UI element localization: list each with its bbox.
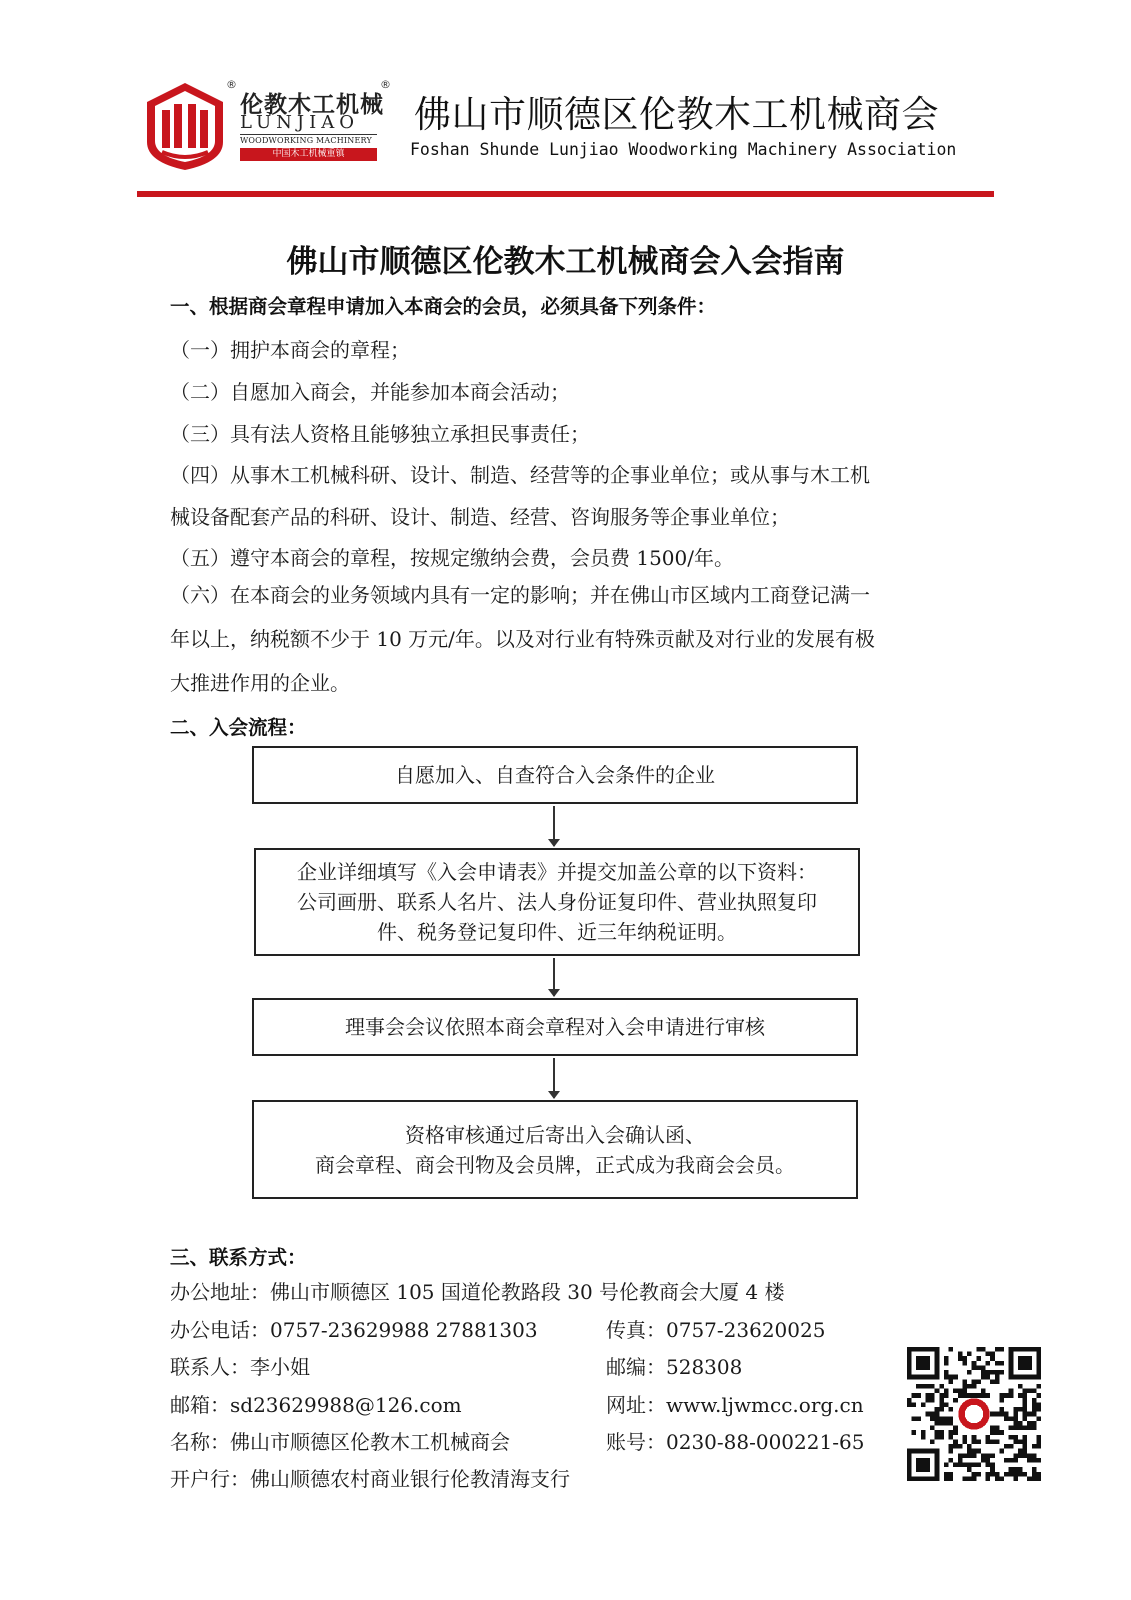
condition-line: （二）自愿加入商会，并能参加本商会活动；: [170, 380, 570, 404]
office-address: 办公地址：佛山市顺德区 105 国道伦教路段 30 号伦教商会大厦 4 楼: [170, 1280, 785, 1304]
office-phone: 办公电话：0757-23629988 27881303: [170, 1318, 538, 1342]
flow-arrow-icon: [553, 958, 555, 996]
email-address: 邮箱：sd23629988@126.com: [170, 1393, 462, 1417]
section-2-heading: 二、入会流程：: [170, 716, 307, 739]
condition-line: 械设备配套产品的科研、设计、制造、经营、咨询服务等企事业单位；: [170, 505, 790, 529]
flow-arrow-icon: [553, 1058, 555, 1098]
qr-code-icon: [907, 1347, 1041, 1481]
flow-step-2: [254, 848, 860, 956]
flow-step-4: [252, 1100, 858, 1199]
flow-step-text: 自愿加入、自查符合入会条件的企业: [395, 763, 715, 787]
condition-line: （三）具有法人资格且能够独立承担民事责任；: [170, 422, 590, 446]
section-3-heading: 三、联系方式：: [170, 1246, 307, 1269]
registered-mark: ®: [380, 78, 391, 91]
org-name-en: Foshan Shunde Lunjiao Woodworking Machinery Association: [410, 140, 957, 159]
logo-tag: 中国木工机械重镇: [240, 148, 377, 161]
condition-line: 年以上，纳税额不少于 10 万元/年。以及对行业有特殊贡献及对行业的发展有极: [170, 627, 875, 651]
condition-line: （四）从事木工机械科研、设计、制造、经营等的企事业单位；或从事与木工机: [170, 463, 870, 487]
registered-mark: ®: [226, 78, 237, 91]
page-title: 佛山市顺德区伦教木工机械商会入会指南: [286, 244, 845, 280]
logo-cn-text: 伦教木工机械: [240, 92, 384, 118]
flow-arrow-icon: [553, 806, 555, 846]
postcode: 邮编：528308: [606, 1355, 743, 1379]
flow-step-text: 企业详细填写《入会申请表》并提交加盖公章的以下资料：: [297, 860, 817, 884]
logo-mark-icon: [144, 80, 226, 172]
flow-step-text: 公司画册、联系人名片、法人身份证复印件、营业执照复印: [297, 890, 817, 914]
fax-number: 传真：0757-23620025: [606, 1318, 826, 1342]
condition-line: （六）在本商会的业务领域内具有一定的影响；并在佛山市区域内工商登记满一: [170, 583, 870, 607]
website-url: 网址：www.ljwmcc.org.cn: [606, 1393, 864, 1417]
flow-step-text: 理事会会议依照本商会章程对入会申请进行审核: [345, 1015, 765, 1039]
condition-line: 大推进作用的企业。: [170, 671, 350, 695]
logo-en-text: LUNJIAO: [240, 112, 359, 133]
flow-step-text: 商会章程、商会刊物及会员牌，正式成为我商会会员。: [315, 1152, 795, 1177]
condition-line: （五）遵守本商会的章程，按规定缴纳会费，会员费 1500/年。: [170, 546, 734, 570]
flow-step-3: [252, 998, 858, 1056]
logo-sub-text: WOODWORKING MACHINERY: [240, 134, 377, 145]
header-divider: [137, 191, 994, 197]
flow-step-text: 资格审核通过后寄出入会确认函、: [405, 1122, 705, 1147]
bank-name: 开户行：佛山顺德农村商业银行伦教清海支行: [170, 1467, 570, 1491]
org-name-cn: 佛山市顺德区伦教木工机械商会: [414, 93, 939, 136]
flow-step-1: [252, 746, 858, 804]
section-1-heading: 一、根据商会章程申请加入本商会的会员，必须具备下列条件：: [170, 295, 717, 318]
condition-line: （一）拥护本商会的章程；: [170, 338, 410, 362]
account-number: 账号：0230-88-000221-65: [606, 1430, 865, 1454]
contact-person: 联系人：李小姐: [170, 1355, 310, 1379]
account-name: 名称：佛山市顺德区伦教木工机械商会: [170, 1430, 510, 1454]
flow-step-text: 件、税务登记复印件、近三年纳税证明。: [377, 920, 737, 944]
